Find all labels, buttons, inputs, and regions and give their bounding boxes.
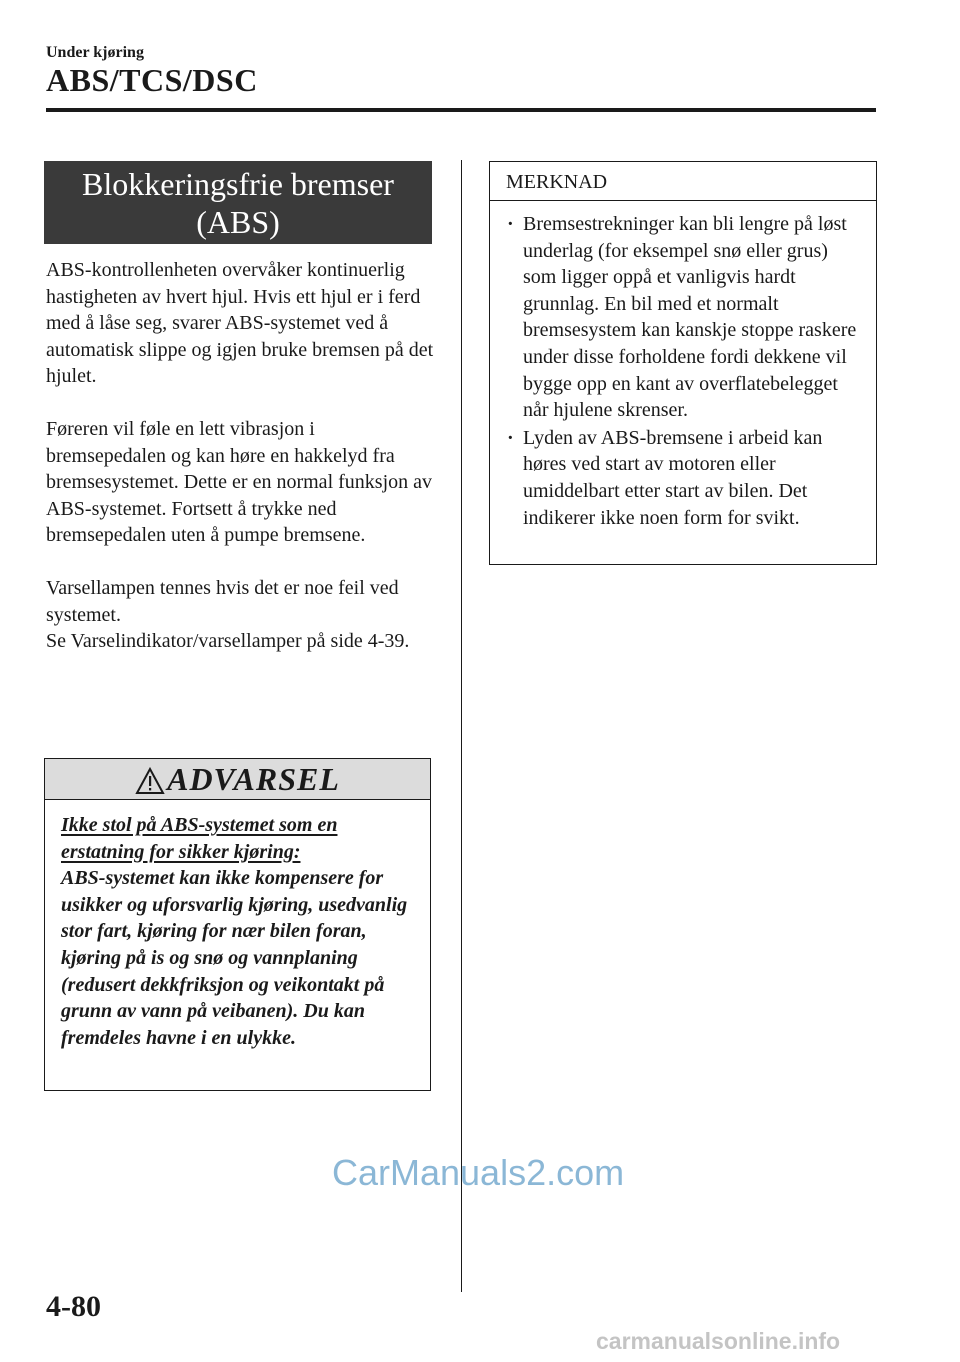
page-number: 4-80	[46, 1290, 101, 1323]
note-title: MERKNAD	[490, 162, 876, 201]
section-heading-line2: (ABS)	[196, 204, 280, 240]
cross-reference: Se Varselindikator/varsellamper på side 4-39.	[46, 630, 410, 653]
warning-box	[44, 758, 431, 1091]
section-label: Under kjøring	[46, 44, 144, 61]
body-paragraph: ABS-kontrollenheten overvåker kontinuerlig hastigheten av hvert hjul. Hvis ett hjul er i ferd med å låse seg, svarer ABS-systemet ved å automatisk slippe og igjen bruke bremsen på det hjulet.	[46, 259, 434, 388]
warning-lead: Ikke stol på ABS-systemet som en erstatning for sikker kjøring:	[61, 814, 338, 863]
section-heading	[44, 161, 432, 244]
note-list	[490, 201, 876, 531]
note-item: · Lyden av ABS-bremsene i arbeid kan høres ved start av motoren eller umiddelbart etter start av bilen. Det indikerer ikke noen form for svikt.	[506, 425, 866, 531]
note-box	[489, 161, 877, 565]
header-rule	[46, 108, 876, 112]
warning-title: ADVARSEL	[167, 760, 340, 797]
section-heading-line1: Blokkeringsfrie bremser	[82, 166, 394, 202]
note-item: · Bremsestrekninger kan bli lengre på løst underlag (for eksempel snø eller grus) som ligger oppå et vanligvis hardt grunnlag. En bil med et normalt bremsesystem kan kanskje stoppe raskere under disse forholdene fordi dekkene vil bygge opp en kant av overflatebelegget når hjulene skrenser.	[506, 211, 866, 424]
body-paragraph: Føreren vil føle en lett vibrasjon i bremsepedalen og kan høre en hakkelyd fra bremsesystemet. Dette er en normal funksjon av ABS-systemet. Fortsett å trykke ned bremsepedalen uten å pumpe bremsene.	[46, 417, 432, 547]
watermark: CarManuals2.com	[332, 1152, 625, 1193]
column-divider	[461, 160, 462, 1292]
warning-body	[45, 800, 430, 1051]
body-text	[46, 257, 436, 655]
warning-text: ABS-systemet kan ikke kompensere for usikker og uforsvarlig kjøring, usedvanlig stor fart, kjøring for nær bilen foran, kjøring på is og snø og vannplaning (redusert dekkfriksjon og veikontakt på grunn av vann på veibanen). Du kan fremdeles havne i en ulykke.	[61, 867, 408, 1049]
warning-header	[45, 759, 430, 800]
site-watermark: carmanualsonline.info	[596, 1328, 841, 1354]
chapter-title: ABS/TCS/DSC	[46, 62, 258, 98]
warning-lamp-text: Varsellampen tennes hvis det er noe feil ved systemet.	[46, 576, 399, 626]
warning-triangle-icon	[135, 767, 165, 795]
